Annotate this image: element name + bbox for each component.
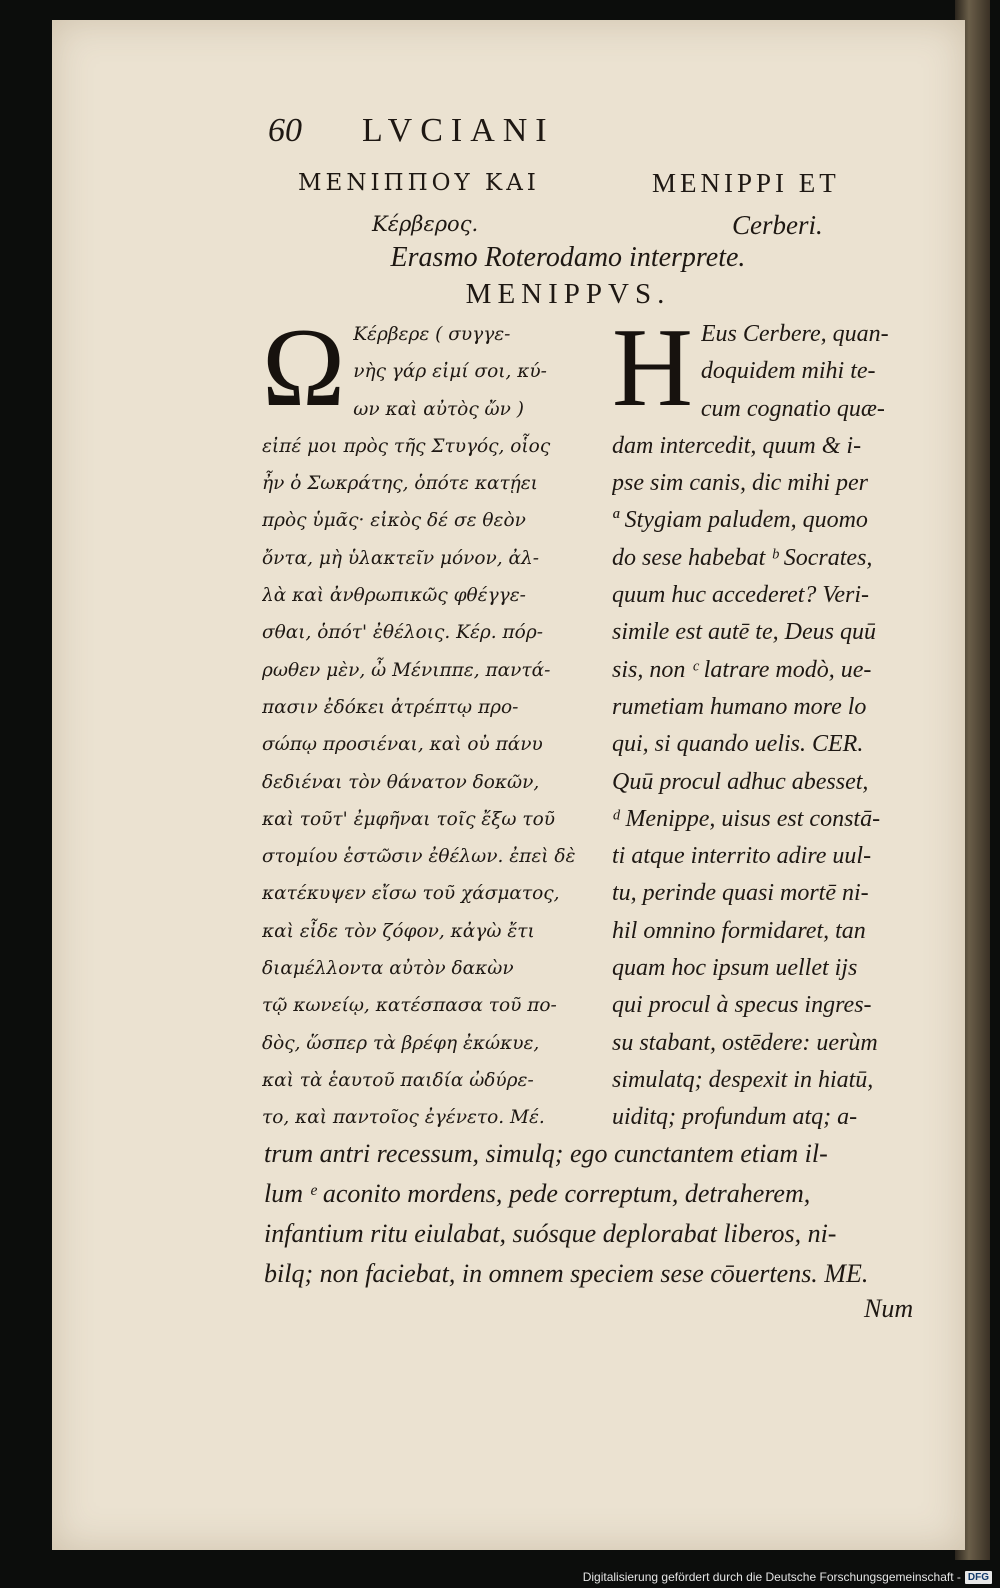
latin-line: Quū procul adhuc abesset, xyxy=(612,768,869,795)
latin-line: pse sim canis, dic mihi per xyxy=(612,470,868,497)
greek-line: ρωθεν μὲν, ὦ Μένιππε, παντά- xyxy=(262,659,551,681)
latin-line: do sese habebat ᵇ Socrates, xyxy=(612,544,873,571)
greek-line: διαμέλλοντα αὐτὸν δακὼν xyxy=(262,958,514,980)
greek-line: το, καὶ παντοῖος ἐγένετο. Μέ. xyxy=(262,1107,545,1129)
greek-dialogue-title-2: Κέρβερος. xyxy=(372,212,479,236)
latin-line: ª Stygiam paludem, quomo xyxy=(612,507,868,534)
latin-line: dam intercedit, quum & i- xyxy=(612,432,862,459)
greek-line: δὸς, ὥσπερ τὰ βρέφη ἐκώκυε, xyxy=(262,1032,540,1054)
greek-line: τῷ κωνείῳ, κατέσπασα τοῦ πο- xyxy=(262,995,557,1017)
greek-indent-line: Κέρβερε ( συγγε- xyxy=(353,324,511,345)
catchword: Num xyxy=(864,1294,914,1323)
book-page xyxy=(52,20,965,1550)
latin-line: simile est autē te, Deus quū xyxy=(612,619,876,646)
dfg-logo: DFG xyxy=(965,1571,992,1584)
latin-line: qui procul à specus ingres- xyxy=(612,992,872,1019)
greek-indent-line: ων καὶ αὐτὸς ὤν ) xyxy=(353,398,524,420)
latin-line: ti atque interrito adire uul- xyxy=(612,843,872,870)
full-width-line: lum ᵉ aconito mordens, pede correptum, detraherem, xyxy=(264,1179,811,1208)
digitization-credit xyxy=(583,1570,992,1584)
full-width-line: infantium ritu eiulabat, suósque deplorabat liberos, ni- xyxy=(264,1219,837,1248)
credit-text: Digitalisierung gefördert durch die Deutsche Forschungsgemeinschaft - xyxy=(582,1570,961,1584)
latin-line: ᵈ Menippe, uisus est constā- xyxy=(612,805,881,832)
latin-column xyxy=(612,306,932,1137)
greek-line: καὶ τὰ ἑαυτοῦ παιδία ὠδύρε- xyxy=(262,1069,534,1091)
greek-column xyxy=(262,306,598,1137)
greek-indent-line: νὴς γάρ εἰμί σοι, κύ- xyxy=(353,361,547,383)
latin-line: uiditq; profundum atq; a- xyxy=(612,1104,858,1131)
latin-indent-line: cum cognatio quæ- xyxy=(700,395,885,422)
greek-line: σθαι, ὁπότ' ἐθέλοις. Κέρ. πόρ- xyxy=(262,622,543,644)
latin-line: rumetiam humano more lo xyxy=(612,693,867,720)
greek-line: εἰπέ μοι πρὸς τῆς Στυγός, οἷος xyxy=(262,435,551,457)
greek-initial-block xyxy=(262,306,598,430)
latin-line: quam hoc ipsum uellet ijs xyxy=(612,955,858,982)
translator-line: Erasmo Roterodamo interprete. xyxy=(390,242,746,273)
full-width-line: bilq; non faciebat, in omnem speciem sese cōuertens. ME. xyxy=(264,1259,869,1288)
full-width-latin-text xyxy=(264,1134,924,1294)
greek-line: δεδιέναι τὸν θάνατον δοκῶν, xyxy=(262,771,540,793)
latin-line: quum huc accederet? Veri- xyxy=(612,582,870,609)
greek-line: καὶ τοῦτ' ἐμφῆναι τοῖς ἔξω τοῦ xyxy=(262,808,556,830)
latin-initial-block xyxy=(612,306,932,430)
running-head: LVCIANI xyxy=(362,112,555,149)
latin-line: qui, si quando uelis. CER. xyxy=(612,731,864,758)
latin-dialogue-title: MENIPPI ET xyxy=(652,168,840,198)
latin-indent-line: doquidem mihi te- xyxy=(700,358,876,385)
latin-line: hil omnino formidaret, tan xyxy=(612,917,866,944)
greek-line: κατέκυψεν εἴσω τοῦ χάσματος, xyxy=(262,883,560,905)
greek-drop-cap: Ω xyxy=(262,306,346,430)
latin-line: simulatq; despexit in hiatū, xyxy=(612,1066,874,1093)
latin-dialogue-title-2: Cerberi. xyxy=(732,210,823,240)
greek-line: σώπῳ προσιέναι, καὶ οὐ πάνυ xyxy=(262,734,543,756)
full-width-line: trum antri recessum, simulq; ego cunctantem etiam il- xyxy=(264,1139,828,1168)
greek-line: λὰ καὶ ἀνθρωπικῶς φθέγγε- xyxy=(262,585,526,607)
latin-drop-cap: H xyxy=(612,306,693,430)
greek-line: καὶ εἶδε τὸν ζόφον, κἀγὼ ἔτι xyxy=(262,920,535,942)
greek-dialogue-title: ΜΕΝΙΠΠΟΥ ΚΑΙ xyxy=(298,170,540,196)
speaker-heading: MENIPPVS. xyxy=(465,278,671,310)
greek-line: στομίου ἑστῶσιν ἐθέλων. ἐπεὶ δὲ xyxy=(262,846,576,868)
greek-line: πρὸς ὑμᾶς· εἰκὸς δέ σε θεὸν xyxy=(262,510,526,532)
latin-line: sis, non ᶜ latrare modò, ue- xyxy=(612,656,872,683)
latin-line: su stabant, ostēdere: uerùm xyxy=(612,1029,878,1056)
greek-line: πασιν ἐδόκει ἀτρέπτῳ προ- xyxy=(262,696,519,718)
greek-line: ἦν ὁ Σωκράτης, ὁπότε κατῄει xyxy=(262,473,538,495)
greek-line: ὄντα, μὴ ὑλακτεῖν μόνον, ἀλ- xyxy=(262,547,540,569)
latin-line: tu, perinde quasi mortē ni- xyxy=(612,880,869,907)
latin-indent-line: Eus Cerbere, quan- xyxy=(700,321,889,347)
folio-number: 60 xyxy=(268,112,302,149)
